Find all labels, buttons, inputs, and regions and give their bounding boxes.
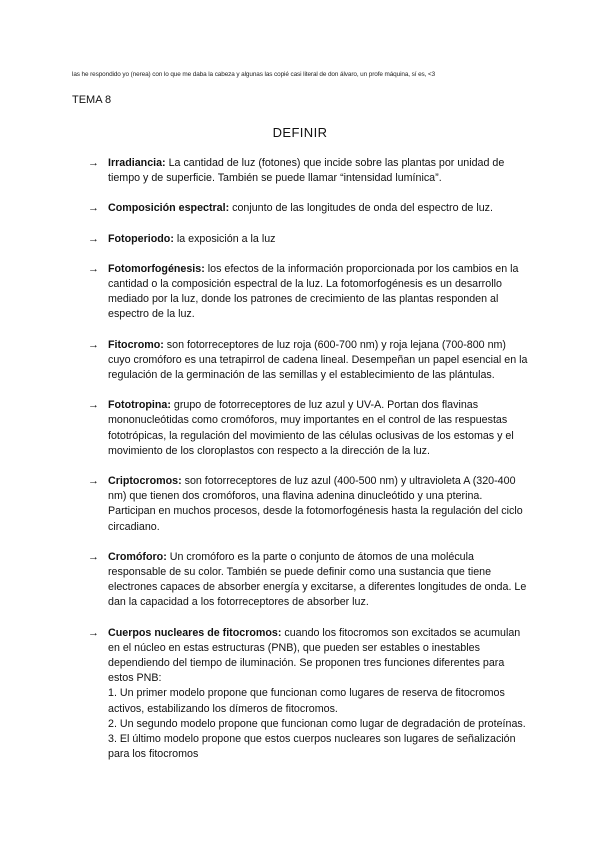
- definition-text: Un cromóforo es la parte o conjunto de átomos de una molécula responsable de su color. También se puede definir como una sustancia que tiene electrones capaces de absorber energía y excitarse, a diferentes longitudes de onda. Le dan la capacidad a los fotorreceptores de absorber luz.: [108, 550, 527, 609]
- definition-term: Fototropina:: [108, 399, 171, 412]
- arrow-icon: →: [88, 157, 99, 169]
- definition-item: [88, 232, 528, 247]
- definition-text: son fotorreceptores de luz roja (600-700 nm) y roja lejana (700-800 nm) cuyo cromóforo es una tetrapirrol de cadena lineal. Desempeñan un papel esencial en la regulación de la germinación de las semillas y el establecimiento de las plántulas.: [108, 338, 528, 382]
- numbered-point: 1. Un primer modelo propone que funcionan como lugares de reserva de fitocromos activos, estabilizando los dímeros de fitocromos.: [108, 687, 505, 715]
- numbered-point: 3. El último modelo propone que estos cuerpos nucleares son lugares de señalización para los fitocromos: [108, 733, 516, 761]
- definition-item: [88, 201, 528, 216]
- definition-term: Cromóforo:: [108, 550, 167, 563]
- arrow-icon: →: [88, 338, 99, 351]
- arrow-icon: →: [88, 626, 99, 639]
- arrow-icon: →: [88, 475, 99, 488]
- definition-term: Fotoperiodo:: [108, 232, 174, 245]
- definition-text: cuando los fitocromos son excitados se acumulan en el núcleo en estas estructuras (PNB), que pueden ser estables o inestables dependiendo del tiempo de iluminación. Se proponen tres funciones diferentes para estos PNB:: [108, 626, 521, 685]
- definition-term: Irradiancia:: [108, 157, 166, 169]
- page-title: DEFINIR: [272, 125, 328, 140]
- definition-term: Criptocromos:: [108, 475, 182, 488]
- definition-term: Cuerpos nucleares de fitocromos:: [108, 626, 282, 639]
- arrow-icon: →: [88, 202, 99, 215]
- definition-text: grupo de fotorreceptores de luz azul y UV-A. Portan dos flavinas mononucleótidas como cromóforos, muy importantes en el control de las respuestas fototrópicas, la regulación del movimiento de las células oclusivas de los estomas y el movimiento de los cloroplastos con respecto a la dirección de la luz.: [108, 399, 514, 457]
- numbered-point: 2. Un segundo modelo propone que funcionan como lugar de degradación de proteínas.: [108, 717, 526, 730]
- definition-item: [88, 398, 528, 459]
- arrow-icon: →: [88, 399, 99, 412]
- definition-list: [88, 156, 528, 778]
- definition-item: [88, 338, 528, 384]
- definition-item: [88, 550, 528, 611]
- definition-item: [88, 156, 528, 186]
- definition-item: [88, 262, 528, 323]
- definition-text: conjunto de las longitudes de onda del espectro de luz.: [229, 202, 493, 215]
- definition-text: La cantidad de luz (fotones) que incide sobre las plantas por unidad de tiempo y de superficie. También se puede llamar “intensidad lumínica”.: [108, 157, 505, 185]
- arrow-icon: →: [88, 550, 99, 563]
- definition-term: Fotomorfogénesis:: [108, 262, 205, 275]
- arrow-icon: →: [88, 262, 99, 275]
- header-note: las he respondido yo (nerea) con lo que me daba la cabeza y algunas las copié casi literal de don álvaro, un profe máquina, sí es, <3: [72, 71, 436, 78]
- definition-term: Composición espectral:: [108, 202, 230, 215]
- definition-item: [88, 626, 528, 763]
- topic-label: TEMA 8: [72, 94, 112, 106]
- definition-text: son fotorreceptores de luz azul (400-500 nm) y ultravioleta A (320-400 nm) que tienen dos cromóforos, una flavina adenina dinucleótido y una pterina. Participan en muchos procesos, desde la fotomorfogénesis hasta la regulación del ciclo circadiano.: [108, 475, 523, 533]
- definition-text: la exposición a la luz: [173, 232, 276, 245]
- definition-item: [88, 474, 528, 535]
- definition-term: Fitocromo:: [108, 338, 164, 351]
- arrow-icon: →: [88, 232, 99, 245]
- definition-text: los efectos de la información proporcionada por los cambios en la cantidad o la composición espectral de la luz. La fotomorfogénesis es un desarrollo mediado por la luz, donde los patrones de crecimiento de las plantas responden al espectro de la luz.: [108, 262, 519, 321]
